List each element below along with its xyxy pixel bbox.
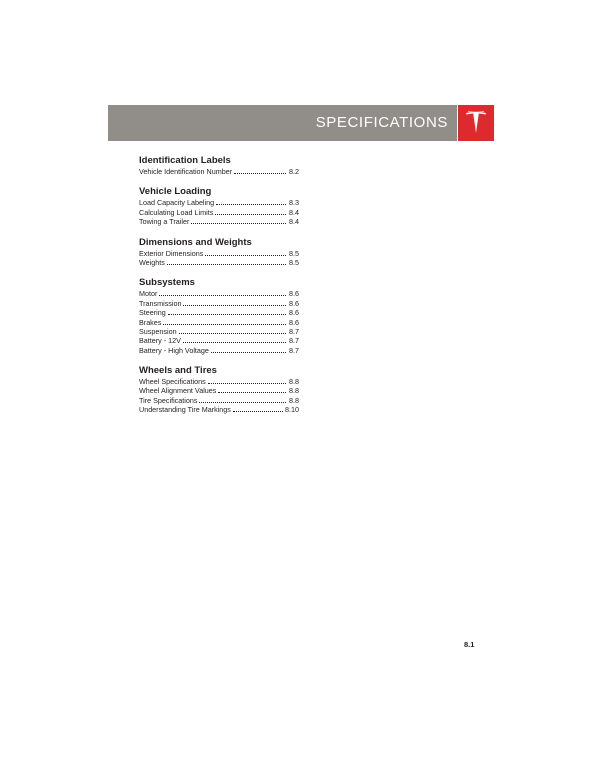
toc-section-title: Identification Labels <box>139 155 231 166</box>
toc-section <box>139 365 299 415</box>
dot-leader <box>168 308 286 315</box>
toc-entry-page: 8.6 <box>289 298 299 308</box>
toc-section <box>139 186 299 226</box>
toc-entry-page: 8.8 <box>289 386 299 396</box>
dot-leader <box>183 336 286 343</box>
toc-entry-label: Battery - High Voltage <box>139 345 209 355</box>
toc-entry[interactable] <box>139 318 299 327</box>
toc-entry[interactable] <box>139 377 299 386</box>
toc-entry[interactable] <box>139 167 299 176</box>
toc-entry[interactable] <box>139 327 299 336</box>
dot-leader <box>215 208 286 215</box>
toc-entry-label: Understanding Tire Markings <box>139 405 231 415</box>
dot-leader <box>233 405 283 412</box>
toc-entry[interactable] <box>139 217 299 226</box>
toc-entry-page: 8.6 <box>289 308 299 318</box>
toc-entry-label: Weights <box>139 257 165 267</box>
toc-section <box>139 277 299 355</box>
toc-entry-label: Transmission <box>139 298 182 308</box>
dot-leader <box>208 377 286 384</box>
toc-entry[interactable] <box>139 258 299 267</box>
toc-entry[interactable] <box>139 308 299 317</box>
page-title: SPECIFICATIONS <box>315 114 448 131</box>
toc-entry-page: 8.7 <box>289 336 299 346</box>
toc-entry-label: Vehicle Identification Number <box>139 167 233 176</box>
toc-entry-label: Brakes <box>139 317 162 327</box>
toc-entry[interactable] <box>139 336 299 345</box>
dot-leader <box>216 198 286 205</box>
dot-leader <box>163 318 286 325</box>
toc-entry[interactable] <box>139 346 299 355</box>
dot-leader <box>159 289 286 296</box>
toc-entry[interactable] <box>139 208 299 217</box>
dot-leader <box>183 299 286 306</box>
toc-entry[interactable] <box>139 396 299 405</box>
toc-entry-label: Wheel Specifications <box>139 377 206 387</box>
toc-entry-label: Exterior Dimensions <box>139 248 204 258</box>
toc-entry-page: 8.7 <box>289 326 299 336</box>
toc-entry-label: Calculating Load Limits <box>139 207 214 217</box>
toc-entry[interactable] <box>139 386 299 395</box>
brand-logo-box <box>458 105 494 141</box>
dot-leader <box>218 386 286 393</box>
toc-section-title: Vehicle Loading <box>139 186 212 198</box>
dot-leader <box>167 258 286 265</box>
toc-section <box>139 237 299 268</box>
dot-leader <box>191 217 286 224</box>
toc-entry-label: Steering <box>139 308 166 318</box>
dot-leader <box>205 249 286 256</box>
toc-entry[interactable] <box>139 198 299 207</box>
toc-section <box>139 155 299 176</box>
table-of-contents <box>139 155 299 425</box>
toc-entry[interactable] <box>139 289 299 298</box>
toc-entry-page: 8.4 <box>289 207 299 217</box>
toc-entry-page: 8.4 <box>289 217 299 227</box>
section-banner <box>108 105 457 141</box>
toc-section-title: Subsystems <box>139 277 195 289</box>
toc-entry-label: Wheel Alignment Values <box>139 386 217 396</box>
toc-entry-page: 8.8 <box>289 395 299 405</box>
toc-entry-page: 8.7 <box>289 345 299 355</box>
toc-entry[interactable] <box>139 299 299 308</box>
toc-entry-page: 8.8 <box>289 377 299 387</box>
toc-entry-label: Load Capacity Labeling <box>139 198 215 208</box>
toc-entry[interactable] <box>139 405 299 414</box>
dot-leader <box>179 327 286 334</box>
toc-entry-page: 8.2 <box>289 167 299 176</box>
toc-entry-page: 8.5 <box>289 248 299 258</box>
dot-leader <box>234 167 286 174</box>
toc-entry-label: Motor <box>139 289 158 299</box>
toc-entry-page: 8.5 <box>289 257 299 267</box>
toc-entry[interactable] <box>139 249 299 258</box>
toc-entry-page: 8.6 <box>289 317 299 327</box>
toc-entry-label: Towing a Trailer <box>139 217 190 227</box>
page-number: 8.1 <box>464 640 475 649</box>
toc-section-title: Wheels and Tires <box>139 365 217 377</box>
toc-entry-label: Suspension <box>139 326 177 336</box>
toc-entry-label: Battery - 12V <box>139 336 181 346</box>
toc-entry-page: 8.10 <box>285 405 299 415</box>
toc-entry-page: 8.6 <box>289 289 299 299</box>
tesla-logo-icon <box>465 111 487 135</box>
dot-leader <box>199 396 286 403</box>
toc-section-title: Dimensions and Weights <box>139 236 252 248</box>
toc-entry-label: Tire Specifications <box>139 395 198 405</box>
dot-leader <box>211 346 286 353</box>
toc-entry-page: 8.3 <box>289 198 299 208</box>
